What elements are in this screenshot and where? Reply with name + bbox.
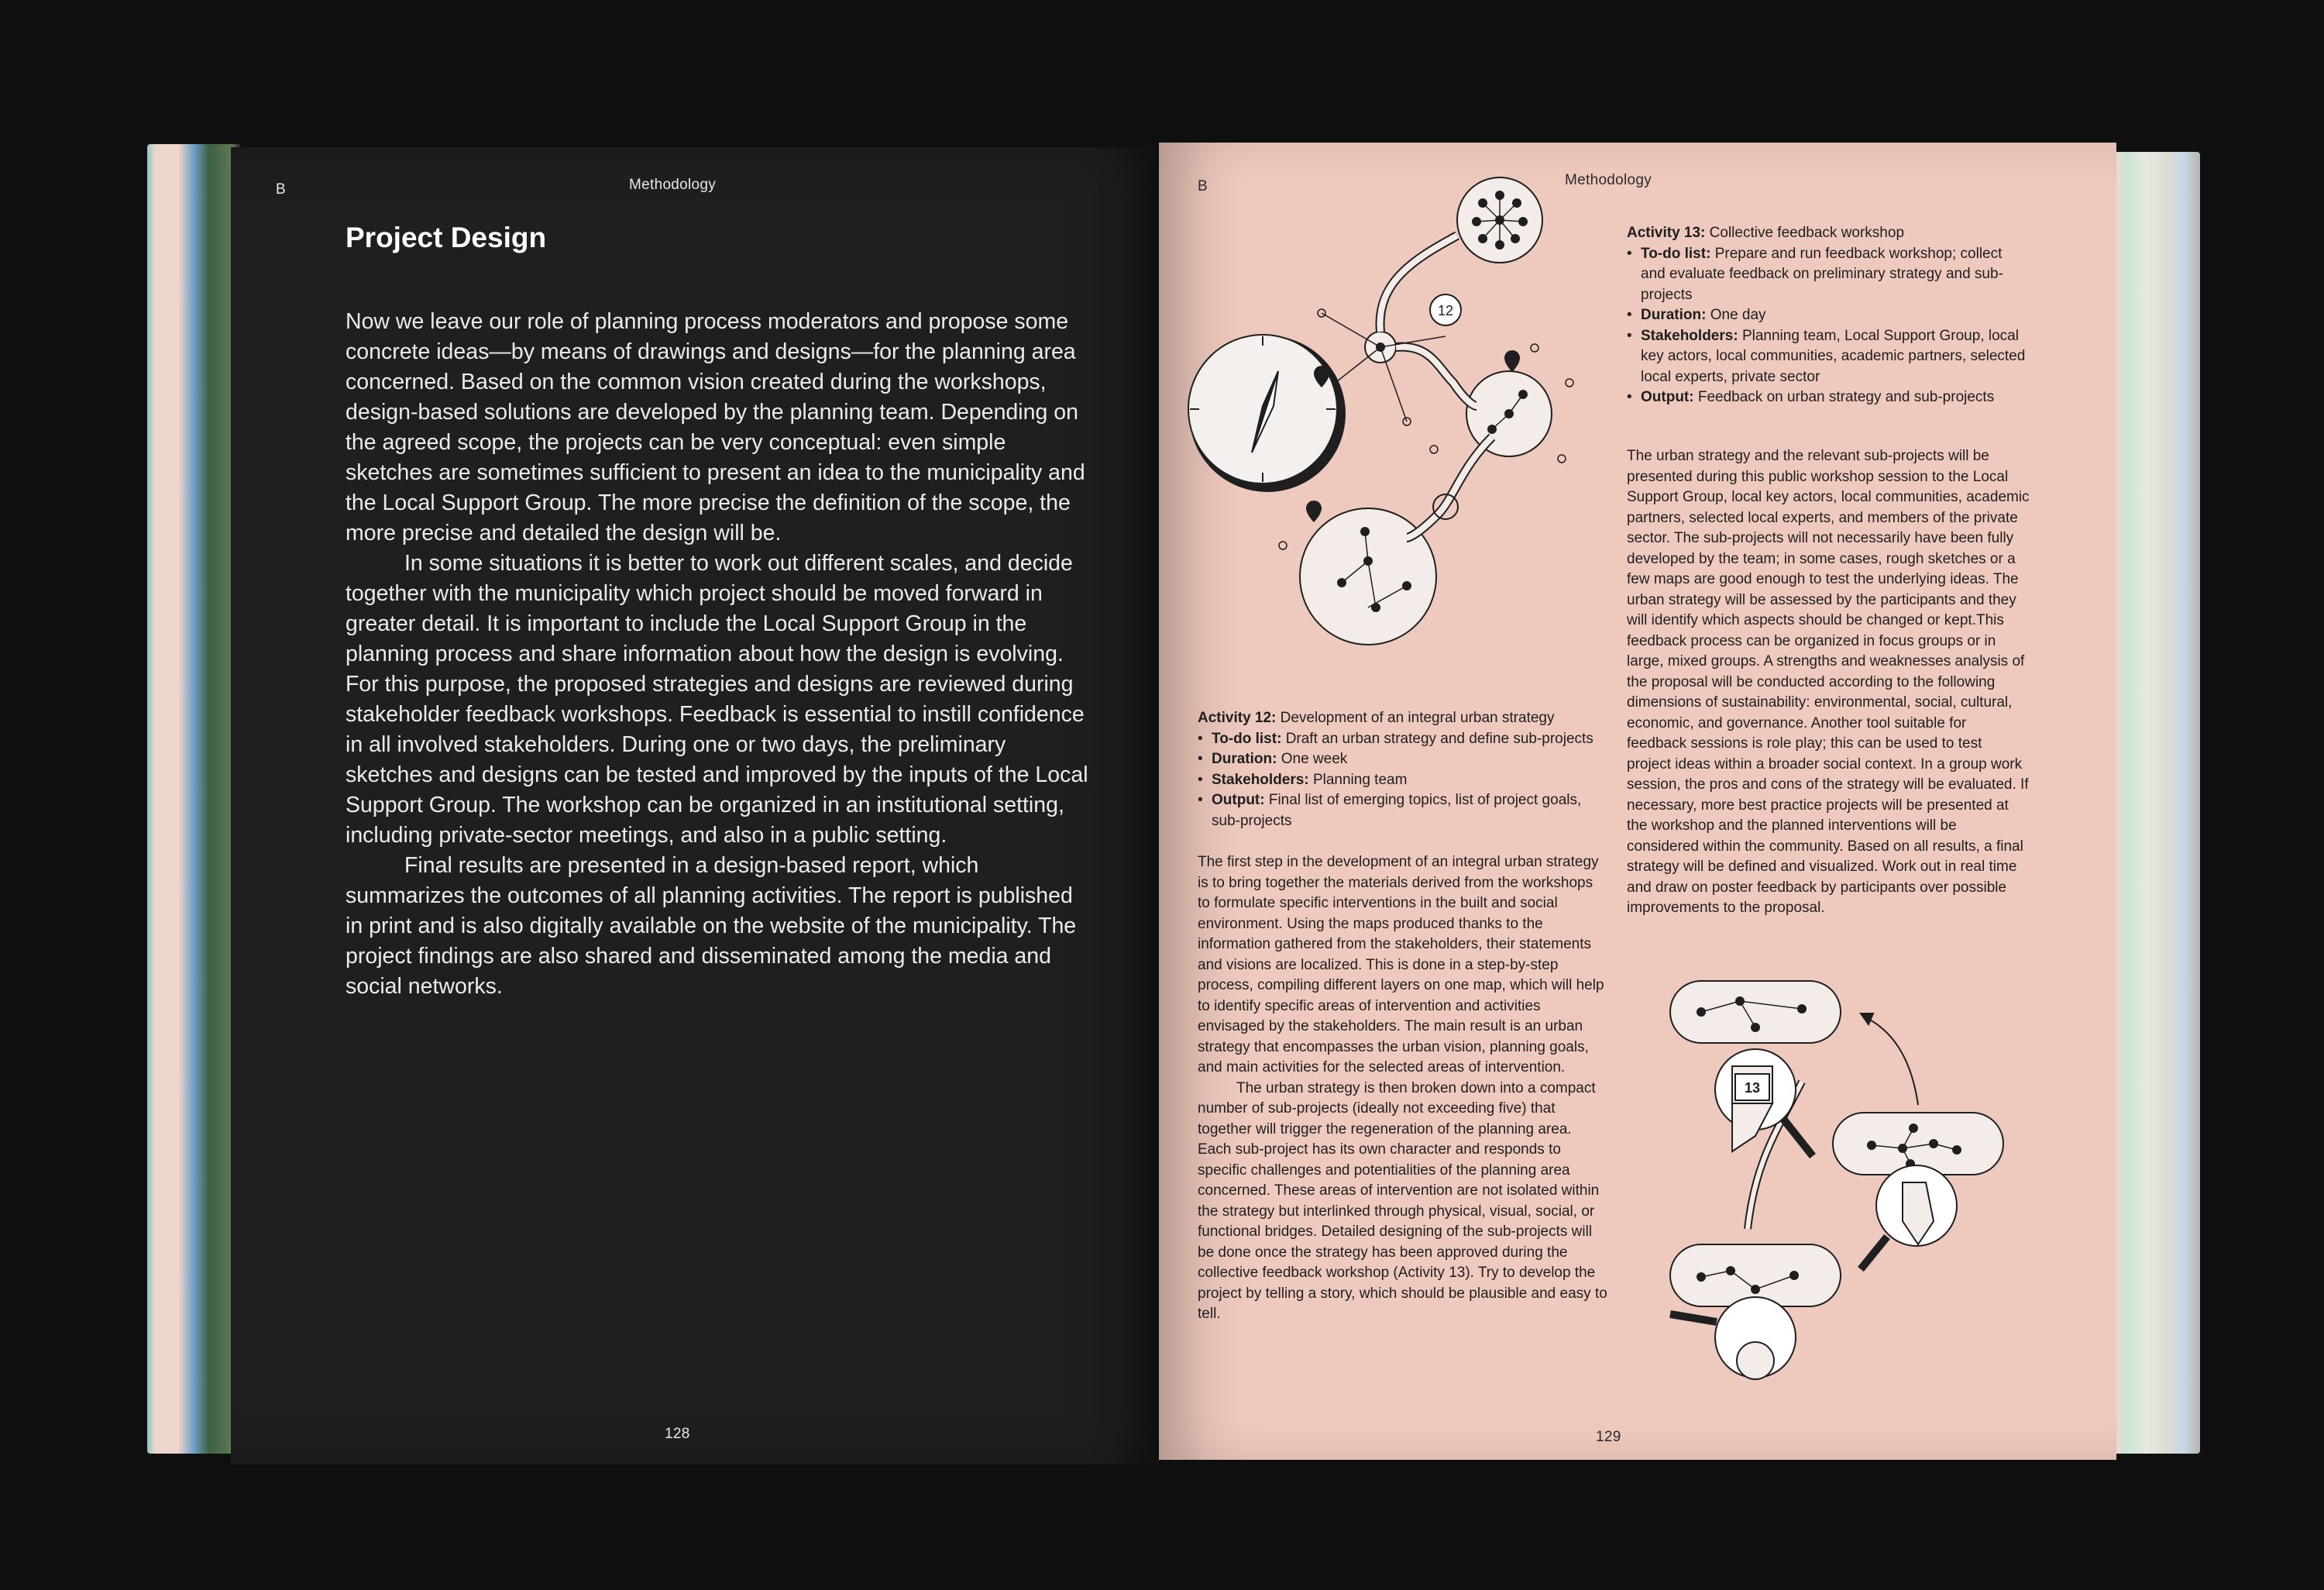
right-page xyxy=(1159,143,2116,1460)
section-letter: B xyxy=(276,181,286,198)
list-item: • Output: Final list of emerging topics, list of project goals, sub-projects xyxy=(1198,790,1608,831)
list-item: • Stakeholders: Planning team, Local Support Group, local key actors, local communities, academic partners, selected local experts, private sector xyxy=(1627,326,2030,388)
body-text xyxy=(346,307,1089,1002)
list-item: • To-do list: Prepare and run feedback workshop; collect and evaluate feedback on preliminary strategy and sub-projects xyxy=(1627,244,2030,306)
list-item: • Duration: One day xyxy=(1627,305,2030,326)
activity-13-body: The urban strategy and the relevant sub-projects will be presented during this public workshop session to the Local Support Group, local key actors, local communities, academic partners, selected local experts, and members of the private sector. The sub-projects will not necessarily have been fully developed by the team; in some cases, rough sketches or a few maps are good enough to test the underlying ideas. The urban strategy will be assessed by the participants and they will identify which aspects should be changed or kept.This feedback process can be organized in focus groups or in large, mixed groups. A strengths and weaknesses analysis of the proposal will be conducted according to the following dimensions of sustainability: environmental, social, cultural, economic, and governance. Another tool suitable for feedback sessions is role play; this can be used to test project ideas within a broader social context. In a group work session, the pros and cons of the strategy will be evaluated. If necessary, more best practice projects will be presented at the workshop and the planned interventions will be considered within the community. Based on all results, a final strategy will be defined and visualized. Work out in real time and draw on poster feedback by participants over possible improvements to the proposal. xyxy=(1627,448,2030,916)
page-title: Project Design xyxy=(346,222,547,253)
paragraph-2: In some situations it is better to work out different scales, and decide together with the municipality which project should be moved forward in greater detail. It is important to include the Local Support Group in the planning process and share information about how the design is evolving. For this purpose, the proposed strategies and designs are reviewed during stakeholder feedback workshops. Feedback is essential to instill confidence in all involved stakeholders. During one or two days, the preliminary sketches and designs can be tested and improved by the inputs of the Local Support Group. The workshop can be organized in an institutional setting, including private-sector meetings, and also in a public setting. xyxy=(346,551,1088,848)
list-item: • Stakeholders: Planning team xyxy=(1198,770,1608,791)
paragraph-3: Final results are presented in a design-based report, which summarizes the outcomes of all planning activities. The report is published in print and is also digitally available on the website of the municipality. The project findings are also shared and disseminated among the media and social networks. xyxy=(346,853,1077,999)
list-item: • Output: Feedback on urban strategy and sub-projects xyxy=(1627,387,2030,408)
running-head: Methodology xyxy=(1565,172,1652,188)
page-number: 128 xyxy=(665,1426,690,1442)
compass-icon xyxy=(1188,335,1345,491)
running-head: Methodology xyxy=(629,177,717,193)
activity-12-title: Development of an integral urban strategy xyxy=(1280,710,1555,726)
activity-12-list xyxy=(1198,729,1608,832)
feedback-workshop-illustration xyxy=(1639,973,2042,1423)
activity-badge-12: 12 xyxy=(1437,303,1454,318)
page-number: 129 xyxy=(1596,1429,1621,1445)
paragraph-1: Now we leave our role of planning process moderators and propose some concrete ideas—by means of drawings and designs—for the planning area concerned. Based on the common vision created during the workshops, design-based solutions are developed by the planning team. Depending on the agreed scope, the projects can be very conceptual: even simple sketches are sometimes sufficient to present an idea to the municipality and the Local Support Group. The more precise the definition of the scope, the more precise and detailed the design will be. xyxy=(346,309,1085,545)
activity-13-title: Collective feedback workshop xyxy=(1709,225,1905,241)
activity-13-list xyxy=(1627,244,2030,408)
list-item: • Duration: One week xyxy=(1198,749,1608,770)
activity-12-label: Activity 12: xyxy=(1198,710,1277,726)
activity-12-box xyxy=(1198,708,1608,831)
activity-13-label: Activity 13: xyxy=(1627,225,1706,241)
strategy-map-illustration xyxy=(1182,174,1616,677)
left-page-edges xyxy=(147,144,240,1454)
left-page xyxy=(231,147,1160,1464)
list-item: • To-do list: Draft an urban strategy and define sub-projects xyxy=(1198,729,1608,750)
activity-13-box xyxy=(1627,223,2030,408)
section-letter: B xyxy=(1198,178,1208,194)
activity-badge-13: 13 xyxy=(1744,1080,1761,1096)
activity-12-body: The first step in the development of an integral urban strategy is to bring together the materials derived from the workshops to formulate specific interventions in the built and social environment. Using the maps produced thanks to the information gathered from the stakeholders, their statements and visions are localized. This is done in a step-by-step process, compiling different layers on one map, which will help to identify specific areas of intervention and activities envisaged by the stakeholders. The main result is an urban strategy that encompasses the urban vision, planning goals, and main activities for the selected areas of intervention. The urban strategy is then broken down into a compact number of sub-projects (ideally not exceeding five) that together will trigger the regeneration of the planning area. Each sub-project has its own character and responds to specific challenges and potentialities of the planning area concerned. These areas of intervention are not isolated within the strategy but interlinked through physical, visual, social, or functional bridges. Detailed designing of the sub-projects will be done once the strategy has been approved during the collective feedback workshop (Activity 13). Try to develop the project by telling a story, which should be plausible and easy to tell. xyxy=(1198,854,1607,1322)
